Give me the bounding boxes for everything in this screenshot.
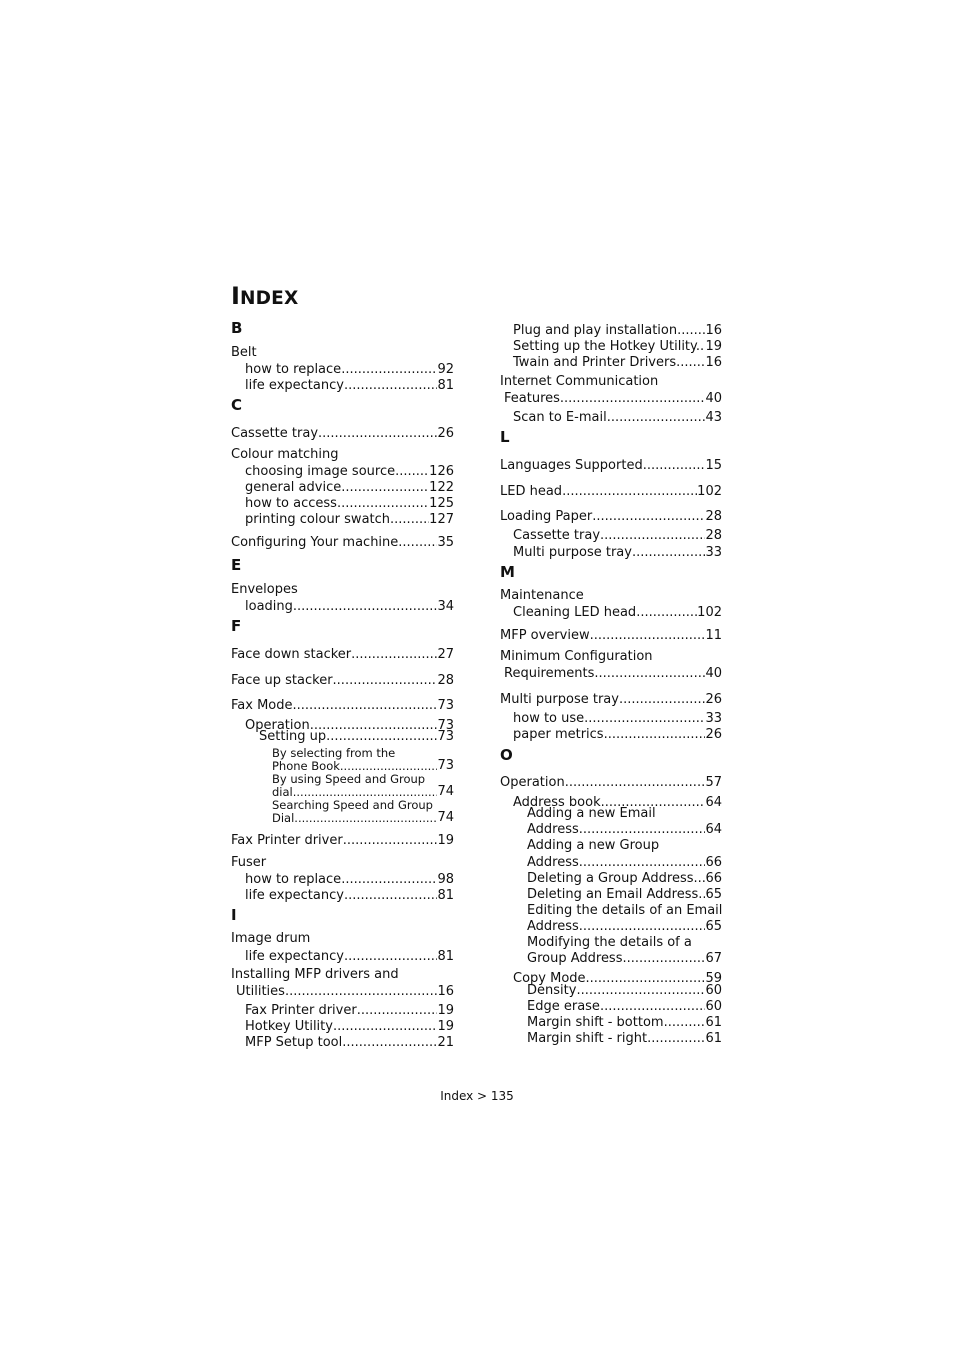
index-entry: paper metrics ..... 26 xyxy=(513,727,722,743)
index-entry: Setting up ..... 73 xyxy=(259,729,454,745)
index-entry: Requirements ..... 40 xyxy=(504,666,722,682)
index-entry: loading ..... 34 xyxy=(245,599,454,615)
index-entry: Cassette tray ..... 26 xyxy=(231,426,454,442)
section-letter-l: L xyxy=(500,428,510,446)
index-entry: Twain and Printer Drivers ..... 16 xyxy=(513,355,722,371)
index-entry: Features ..... 40 xyxy=(504,391,722,407)
section-letter-o: O xyxy=(500,746,513,764)
index-entry: Adding a new Email xyxy=(527,806,656,821)
index-entry: Plug and play installation ..... 16 xyxy=(513,323,722,339)
index-entry: Fax Printer driver ..... 19 xyxy=(231,833,454,849)
index-entry: Deleting an Email Address ..... 65 xyxy=(527,887,722,903)
index-entry: Installing MFP drivers and xyxy=(231,967,399,982)
index-entry: printing colour swatch ..... 127 xyxy=(245,512,454,528)
index-entry: how to replace ..... 92 xyxy=(245,362,454,378)
index-entry: general advice ..... 122 xyxy=(245,480,454,496)
index-entry: life expectancy ..... 81 xyxy=(245,378,454,394)
index-entry: how to replace ..... 98 xyxy=(245,872,454,888)
index-entry: Group Address ..... 67 xyxy=(527,951,722,967)
index-entry: choosing image source ..... 126 xyxy=(245,464,454,480)
index-entry: LED head ..... 102 xyxy=(500,484,722,500)
index-entry: Editing the details of an Email xyxy=(527,903,723,918)
index-entry: life expectancy ..... 81 xyxy=(245,949,454,965)
index-entry: Address ..... 65 xyxy=(527,919,722,935)
index-entry: Cassette tray ..... 28 xyxy=(513,528,722,544)
section-letter-i: I xyxy=(231,906,237,924)
index-entry: By using Speed and Group xyxy=(272,772,426,786)
index-entry: Multi purpose tray ..... 33 xyxy=(513,545,722,561)
index-entry: Languages Supported ..... 15 xyxy=(500,458,722,474)
index-entry: Utilities ..... 16 xyxy=(236,984,454,1000)
index-entry: Copy Mode ..... 59 xyxy=(513,971,722,987)
index-entry: Belt xyxy=(231,345,257,360)
index-entry: Adding a new Group xyxy=(527,838,660,853)
index-entry: Face down stacker ..... 27 xyxy=(231,647,454,663)
index-entry: Configuring Your machine. ..... 35 xyxy=(231,535,454,551)
index-entry: Searching Speed and Group xyxy=(272,798,433,812)
section-letter-c: C xyxy=(231,396,243,414)
index-entry: Fax Mode ..... 73 xyxy=(231,698,454,714)
index-entry: By selecting from the xyxy=(272,746,396,760)
index-entry: Multi purpose tray ..... 26 xyxy=(500,692,722,708)
index-entry: Phone Book ..... 73 xyxy=(272,759,454,773)
index-entry: Deleting a Group Address ..... 66 xyxy=(527,871,722,887)
index-entry: life expectancy ..... 81 xyxy=(245,888,454,904)
section-letter-f: F xyxy=(231,617,242,635)
index-entry: Colour matching xyxy=(231,447,339,462)
index-entry: how to use ..... 33 xyxy=(513,711,722,727)
index-entry: Fax Printer driver ..... 19 xyxy=(245,1003,454,1019)
section-letter-e: E xyxy=(231,556,242,574)
index-entry: Loading Paper ..... 28 xyxy=(500,509,722,525)
index-entry: Fuser xyxy=(231,855,267,870)
index-entry: Minimum Configuration xyxy=(500,649,653,664)
index-entry: Modifying the details of a xyxy=(527,935,692,950)
index-entry: Density ..... 60 xyxy=(527,983,722,999)
index-entry: how to access ..... 125 xyxy=(245,496,454,512)
index-entry: dial ..... 74 xyxy=(272,785,454,799)
index-entry: Setting up the Hotkey Utility. ..... 19 xyxy=(513,339,722,355)
index-entry: Address ..... 64 xyxy=(527,822,722,838)
index-entry: Image drum xyxy=(231,931,311,946)
section-letter-b: B xyxy=(231,319,243,337)
index-entry: MFP Setup tool ..... 21 xyxy=(245,1035,454,1051)
index-entry: Address book ..... 64 xyxy=(513,795,722,811)
index-entry: Edge erase ..... 60 xyxy=(527,999,722,1015)
index-entry: Address ..... 66 xyxy=(527,855,722,871)
index-entry: Maintenance xyxy=(500,588,584,603)
index-entry: Margin shift - bottom ..... 61 xyxy=(527,1015,722,1031)
index-entry: Internet Communication xyxy=(500,374,659,389)
index-entry: Envelopes xyxy=(231,582,298,597)
index-entry: Cleaning LED head ..... 102 xyxy=(513,605,722,621)
index-entry: MFP overview ..... 11 xyxy=(500,628,722,644)
index-entry: Dial ..... 74 xyxy=(272,811,454,825)
page-footer: Index > 135 xyxy=(440,1089,514,1103)
index-entry: Face up stacker ..... 28 xyxy=(231,673,454,689)
index-entry: Operation ..... 73 xyxy=(245,718,454,734)
page-title: INDEX xyxy=(231,282,299,310)
index-entry: Scan to E-mail ..... 43 xyxy=(513,410,722,426)
section-letter-m: M xyxy=(500,563,515,581)
index-entry: Hotkey Utility ..... 19 xyxy=(245,1019,454,1035)
index-entry: Operation ..... 57 xyxy=(500,775,722,791)
index-entry: Margin shift - right ..... 61 xyxy=(527,1031,722,1047)
